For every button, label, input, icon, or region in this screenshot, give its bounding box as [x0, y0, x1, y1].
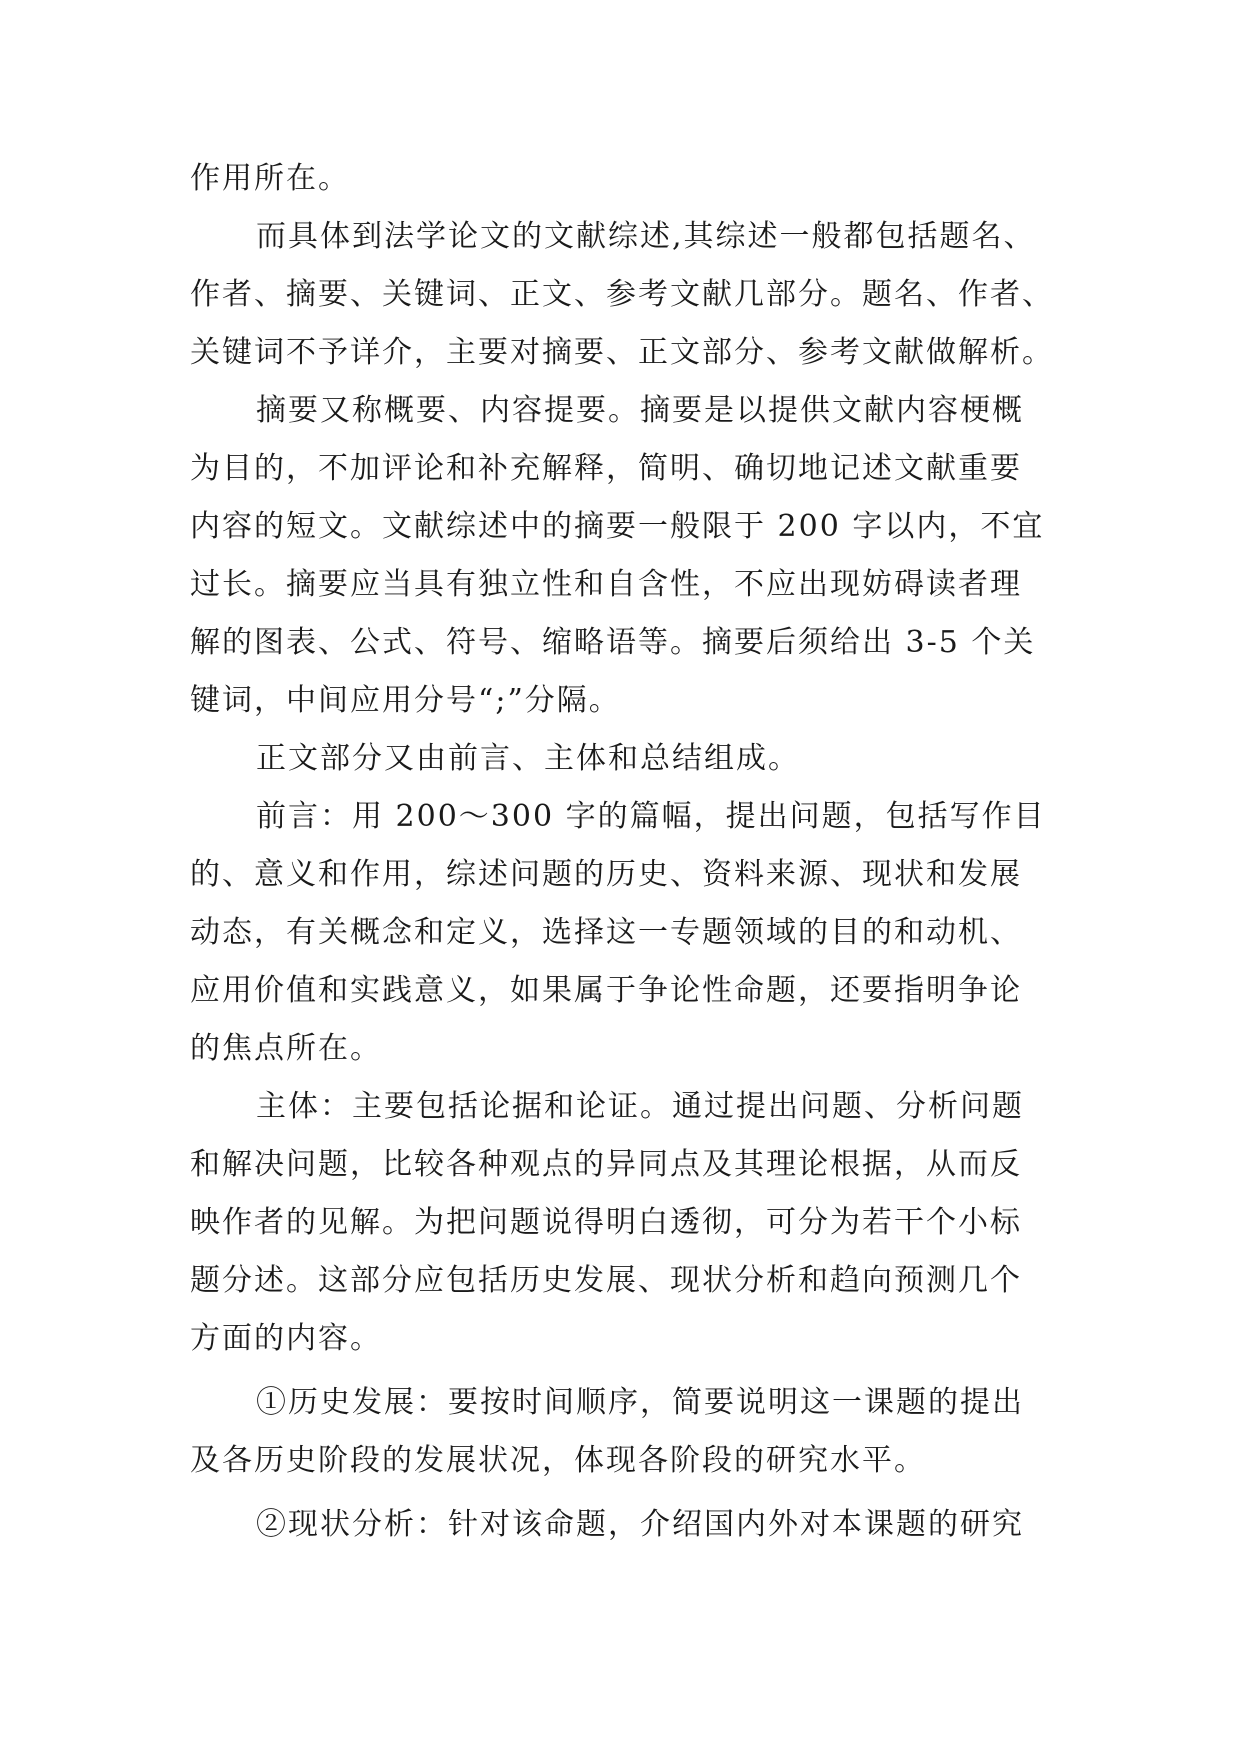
- text-line: 应用价值和实践意义，如果属于争论性命题，还要指明争论: [190, 973, 1022, 1008]
- text-line: 映作者的见解。为把问题说得明白透彻，可分为若干个小标: [190, 1205, 1022, 1240]
- text-line: 方面的内容。: [190, 1321, 382, 1356]
- text-line: 动态，有关概念和定义，选择这一专题领域的目的和动机、: [190, 915, 1022, 950]
- text-line: 为目的，不加评论和补充解释，简明、确切地记述文献重要: [190, 451, 1022, 486]
- text-line: 作者、摘要、关键词、正文、参考文献几部分。题名、作者、: [190, 277, 1054, 312]
- paragraph-first-line: 主体：主要包括论据和论证。通过提出问题、分析问题: [256, 1089, 1024, 1124]
- body-text: [190, 150, 1090, 1554]
- text-line: 及各历史阶段的发展状况，体现各阶段的研究水平。: [190, 1443, 926, 1478]
- text-line: 的焦点所在。: [190, 1031, 382, 1066]
- paragraph-first-line: 前言：用 200～300 字的篇幅，提出问题，包括写作目: [256, 799, 1046, 834]
- text-line: 作用所在。: [190, 161, 350, 196]
- text-line: 过长。摘要应当具有独立性和自含性，不应出现妨碍读者理: [190, 567, 1022, 602]
- text-line: 的、意义和作用，综述问题的历史、资料来源、现状和发展: [190, 857, 1022, 892]
- text-line: 键词，中间应用分号“;”分隔。: [190, 683, 621, 718]
- text-line: 关键词不予详介，主要对摘要、正文部分、参考文献做解析。: [190, 335, 1054, 370]
- text-line: 内容的短文。文献综述中的摘要一般限于 200 字以内，不宜: [190, 509, 1045, 544]
- paragraph-first-line: 摘要又称概要、内容提要。摘要是以提供文献内容梗概: [256, 393, 1024, 428]
- paragraph-first-line: ①历史发展：要按时间顺序，简要说明这一课题的提出: [256, 1385, 1024, 1420]
- text-line: 题分述。这部分应包括历史发展、现状分析和趋向预测几个: [190, 1263, 1022, 1298]
- paragraph-first-line: ②现状分析：针对该命题，介绍国内外对本课题的研究: [256, 1507, 1024, 1542]
- paragraph-first-line: 正文部分又由前言、主体和总结组成。: [256, 741, 800, 776]
- paragraph-first-line: 而具体到法学论文的文献综述,其综述一般都包括题名、: [256, 219, 1036, 254]
- text-line: 和解决问题，比较各种观点的异同点及其理论根据，从而反: [190, 1147, 1022, 1182]
- text-line: 解的图表、公式、符号、缩略语等。摘要后须给出 3-5 个关: [190, 625, 1036, 660]
